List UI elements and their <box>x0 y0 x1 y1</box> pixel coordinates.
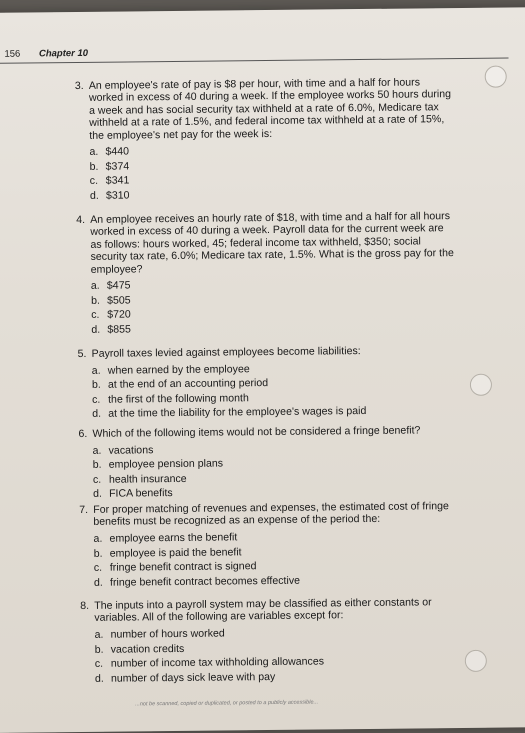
question-7 <box>79 500 460 590</box>
option-a: a. $440 <box>89 145 130 159</box>
question-5 <box>78 344 459 422</box>
textbook-page <box>0 7 525 733</box>
binder-hole-bottom <box>465 650 487 672</box>
option-a: a. when earned by the employee <box>91 362 250 377</box>
question-number: 6. <box>78 427 88 441</box>
option-b: b. $505 <box>90 294 131 307</box>
answer-options <box>79 439 460 501</box>
option-d: d. at the time the liability for the employee's wages is paid <box>92 405 367 421</box>
question-text: The inputs into a payroll system may be classified as either constants or variables. All of the following are variables except for: <box>94 596 432 625</box>
page-number: 156 <box>4 48 21 60</box>
question-number: 4. <box>76 213 86 227</box>
option-d: d. FICA benefits <box>92 487 173 501</box>
option-a: a. number of hours worked <box>94 627 225 641</box>
answer-options <box>78 359 459 421</box>
option-d: d. $310 <box>89 189 130 202</box>
answer-options <box>75 141 456 203</box>
answer-options <box>80 624 461 686</box>
option-d: d. number of days sick leave with pay <box>94 670 276 685</box>
question-number: 8. <box>80 599 90 612</box>
binder-hole-top <box>485 66 507 88</box>
option-b: b. $374 <box>89 160 130 173</box>
question-number: 3. <box>74 79 84 93</box>
question-6 <box>78 424 459 502</box>
answer-options <box>77 275 458 337</box>
option-c: c. fringe benefit contract is signed <box>93 560 257 574</box>
option-a: a. $475 <box>90 279 131 292</box>
chapter-title: Chapter 10 <box>38 47 89 60</box>
question-number: 5. <box>77 347 87 361</box>
option-a: a. employee earns the benefit <box>93 531 238 545</box>
question-text: An employee's rate of pay is $8 per hour, with time and a half for hours worked in excess of 40 during a week. If the employee works 50 hours during a week and has social security tax withheld at a rate of 6.0%, Medicare tax withheld at a rate of 1.5%, and federal income tax withheld at a rate of 15%, the employee's net pay for the week is: <box>88 76 452 142</box>
question-4 <box>76 210 457 337</box>
answer-options <box>79 528 460 590</box>
option-b: b. vacation credits <box>94 642 185 656</box>
page-header <box>4 48 88 60</box>
option-b: b. employee is paid the benefit <box>93 545 242 560</box>
copyright-footer: ...not be scanned, copied or duplicated, or posted to a publicly accessible... <box>135 699 319 708</box>
option-a: a. vacations <box>92 443 154 457</box>
binder-hole-middle <box>470 374 492 396</box>
option-b: b. employee pension plans <box>92 457 224 471</box>
option-c: c. health insurance <box>92 472 187 486</box>
option-b: b. at the end of an accounting period <box>91 377 269 391</box>
option-c: c. number of income tax withholding allowances <box>94 655 325 670</box>
question-number: 7. <box>79 503 89 517</box>
option-c: c. the first of the following month <box>92 391 249 406</box>
option-d: d. $855 <box>91 323 131 336</box>
option-d: d. fringe benefit contract becomes effective <box>93 574 301 589</box>
question-text: Payroll taxes levied against employees become liabilities: <box>91 345 361 360</box>
question-text: Which of the following items would not be considered a fringe benefit? <box>92 424 421 440</box>
question-3 <box>75 76 456 203</box>
question-8 <box>80 596 461 686</box>
question-text: An employee receives an hourly rate of $18, with time and a half for all hours worked in excess of 40 during a week. Payroll data for the current week are as follows: hours worked, 45; federal income tax withheld, $350; social security tax rate, 6.0%; Medicare tax rate, 1.5%. What is the gross pay for the employee? <box>90 210 454 276</box>
question-text: For proper matching of revenues and expenses, the estimated cost of fringe benefits must be recognized as an expense of the period the: <box>93 500 449 529</box>
option-c: c. $720 <box>91 308 131 322</box>
option-c: c. $341 <box>89 174 130 188</box>
